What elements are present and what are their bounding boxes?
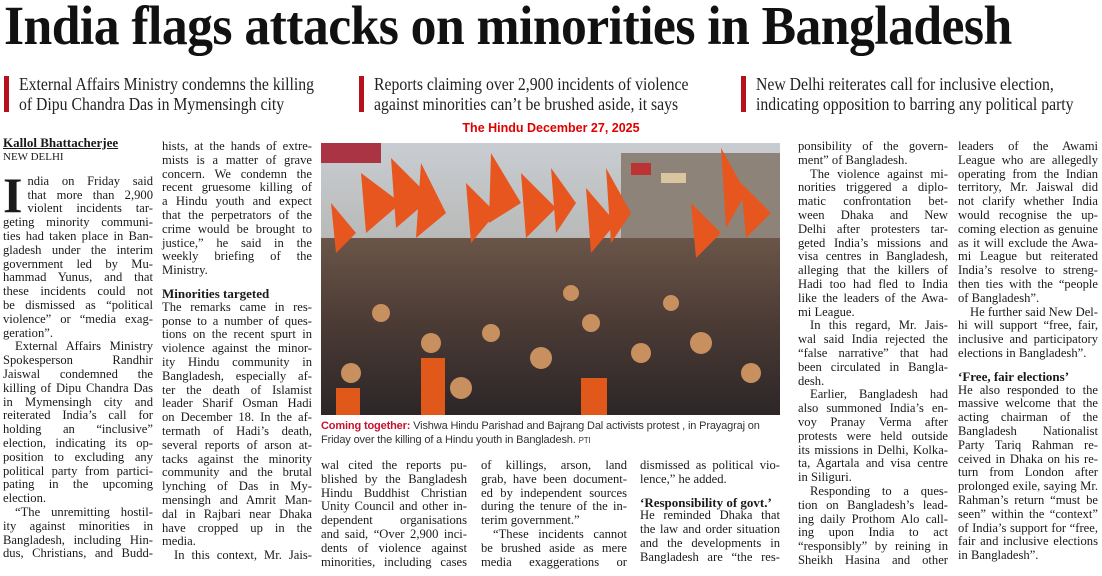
text-line: “The unremitting hostil- [15, 504, 153, 519]
protest-photo [321, 143, 780, 415]
text-line: External Affairs Ministry [15, 339, 153, 354]
text-line: geting minority communi- [3, 215, 153, 230]
text-line: these incidents could not [3, 284, 153, 299]
text-line: terim government.” [481, 513, 580, 528]
article-column-6 [798, 140, 948, 568]
text-line: Spokesperson Randhir [3, 353, 153, 368]
text-line: Responding to a ques- [810, 483, 948, 498]
subheading: ‘Free, fair elections’ [958, 368, 1070, 384]
caption-label: Coming together: [321, 420, 411, 432]
text-line: Hindu Buddhist Christian [321, 485, 467, 500]
text-line: wal cited the reports pu- [321, 458, 467, 472]
text-line: He further said New Del- [970, 304, 1098, 319]
text-line: like the leaders of the Awa- [798, 290, 948, 305]
deck-text: External Affairs Ministry condemns the killing of Dipu Chandra Das in Mymensingh city [19, 74, 314, 114]
text-line: hists, at the hands of extre- [162, 139, 312, 153]
text-line: wal said India rejected the [798, 332, 948, 347]
deck-3 [741, 74, 1102, 114]
text-line: not clarify whether India [958, 194, 1098, 209]
article-column-5 [640, 459, 780, 565]
text-line: India’s resolve to streng- [958, 263, 1098, 278]
article-column-4 [481, 459, 627, 569]
text-line: government led by Mu- [3, 256, 153, 271]
paragraph [958, 140, 1098, 306]
text-line: alleging that the killers of [798, 263, 948, 278]
paragraph [481, 528, 627, 569]
text-line: weekly briefing of the [162, 249, 312, 264]
text-line: termath of Hadi’s death, [162, 423, 312, 438]
text-line: seen” within the “context” [958, 506, 1098, 521]
text-line: of India’s support for “free, [958, 520, 1098, 535]
paragraph [3, 166, 153, 341]
deck-2 [359, 74, 723, 114]
text-line: visa centres in Bangladesh, [798, 249, 948, 264]
text-line: tions on the recent spurt in [162, 327, 312, 342]
text-line: Unity Council and other in- [321, 499, 467, 514]
paragraph [321, 459, 467, 569]
text-line: “false narrative” that had [798, 345, 948, 360]
text-line: matic confrontation bet- [798, 194, 948, 209]
text-line: voy Pranay Verma after [798, 414, 948, 429]
text-line: Bangladesh Nationalist [958, 423, 1098, 438]
deck-bar [4, 76, 9, 112]
text-line: massive welcome that the [958, 396, 1098, 411]
text-line: recent gruesome killing of [162, 180, 312, 195]
text-line: territory, Mr. Jaiswal did [958, 180, 1098, 195]
paragraph [3, 506, 153, 561]
paragraph [162, 549, 312, 563]
text-line: In this context, Mr. Jais- [174, 548, 312, 563]
deck-bar [359, 76, 364, 112]
text-line: norities triggered a diplo- [798, 180, 948, 195]
text-line: grab, have been document- [481, 471, 627, 486]
text-line: on December 18. In the af- [162, 410, 312, 425]
text-line: Delhi after protesters tar- [798, 221, 948, 236]
text-line: League who are allegedly [958, 152, 1098, 167]
text-line: ter the death of Islamist [162, 382, 312, 397]
text-line: Bangladesh are “the res- [640, 549, 780, 564]
text-line: In this regard, Mr. Jais- [810, 318, 948, 333]
text-line: media. [162, 534, 196, 549]
deck-text: Reports claiming over 2,900 incidents of violence against minorities can’t be brushed aside, it says [374, 74, 689, 114]
paragraph [798, 168, 948, 320]
text-line: leader Sharif Osman Hadi [162, 396, 312, 411]
text-line: Ministry. [162, 263, 208, 278]
text-line: dal in Rajbari near Dhaka [162, 506, 312, 521]
text-line: mensingh and Amrit Man- [162, 492, 312, 507]
text-line: acting chairman of the [958, 410, 1098, 425]
protest-photo-image [321, 143, 780, 415]
subheading: ‘Responsibility of govt.’ [640, 494, 772, 510]
text-line: ity Hindu community in [162, 354, 312, 369]
text-line: He also responded to the [958, 382, 1098, 397]
text-line: dus, Christians, and Budd- [3, 546, 153, 561]
paragraph [640, 459, 780, 487]
text-line: reiterated India’s call for [3, 408, 153, 423]
text-line: Rahman’s return “must be [958, 492, 1098, 507]
text-line: desh. [798, 373, 825, 388]
text-line: ndia on Friday said [27, 173, 153, 188]
caption-text: Vishwa Hindu Parishad and Bajrang Dal activists protest , in Prayagraj on Friday over the killing of a Hindu youth in Bangladesh. [321, 420, 760, 446]
text-line: ties had taken place in Ban- [3, 228, 153, 243]
text-line: mi League but reiterated [958, 249, 1098, 264]
photo-credit: PTI [578, 436, 591, 445]
text-line: fair and inclusive elections [958, 534, 1098, 549]
text-line: would recognise the up- [958, 207, 1098, 222]
text-line: holding an “inclusive” [3, 422, 153, 437]
text-line: He reminded Dhaka that [640, 508, 780, 523]
text-line: pating in the upcoming [3, 477, 153, 492]
text-line: hammad Yunus, and that [3, 270, 153, 285]
text-line: ponse to a number of ques- [162, 313, 312, 328]
text-line: several reports of arson at- [162, 437, 312, 452]
text-line: and the developments in [640, 535, 780, 550]
text-line: justice,” he said in the [162, 235, 312, 250]
text-line: Party Tariq Rahman re- [958, 437, 1098, 452]
text-line: concern. We condemn the [162, 166, 312, 181]
text-line: coming election as genuine [958, 221, 1098, 236]
text-line: mi League. [798, 304, 855, 319]
text-line: prolonged exile, saying Mr. [958, 479, 1098, 494]
text-line: media exaggerations or [481, 554, 627, 569]
text-line: ed by independent sources [481, 485, 627, 500]
text-line: also summoned India’s en- [798, 401, 948, 416]
paragraph [958, 306, 1098, 361]
text-line: position to excluding any [3, 449, 153, 464]
text-line: that more than 2,900 [27, 187, 153, 202]
text-line: Jaiswal condemned the [3, 366, 153, 381]
text-line: of Bangladesh”. [958, 290, 1040, 305]
dateline: The Hindu December 27, 2025 [462, 121, 640, 135]
text-line: Earlier, Bangladesh had [810, 387, 948, 402]
dateline-place: NEW DELHI [3, 150, 64, 163]
text-line: been circulated in Bangla- [798, 359, 948, 374]
text-line: mists is a matter of grave [162, 152, 312, 167]
text-line: ing daily Prothom Alo call- [798, 511, 948, 526]
text-line: geted India’s missions and [798, 235, 948, 250]
headline: India flags attacks on minorities in Bangladesh [4, 0, 1012, 56]
text-line: of killings, arson, land [481, 458, 627, 472]
text-line: violent incidents tar- [27, 201, 153, 216]
text-line: ween Dhaka and New [798, 207, 948, 222]
text-line: ta, Agartala and visa centre [798, 456, 948, 471]
text-line: tacks against the minority [162, 451, 312, 466]
text-line: elections in Bangladesh”. [958, 345, 1087, 360]
text-line: ponsibility of the govern- [798, 139, 948, 153]
text-line: lynching of Das in My- [162, 479, 312, 494]
drop-cap: I [3, 166, 23, 223]
text-line: geration”. [3, 325, 53, 340]
text-line: be brushed aside as mere [481, 540, 627, 555]
text-line: in Mymensingh city and [3, 394, 153, 409]
text-line: The remarks came in res- [162, 299, 312, 314]
text-line: violence” or “media exag- [3, 311, 153, 326]
text-line: dismissed as political vio- [640, 458, 780, 472]
paragraph [162, 140, 312, 278]
text-line: crime would be brought to [162, 221, 312, 236]
text-line: lence,” he added. [640, 471, 727, 486]
paragraph [640, 509, 780, 564]
text-line: Sheikh Hasina and other [798, 552, 948, 567]
text-line: turn from London after [958, 465, 1098, 480]
text-line: hi will support “free, fair, [958, 318, 1098, 333]
text-line: gladesh under the interim [3, 242, 153, 257]
text-line: dependent organisations [321, 513, 467, 528]
paragraph [798, 319, 948, 388]
text-line: election. [3, 491, 47, 506]
paragraph [798, 140, 948, 168]
text-line: that the perpetrators of the [162, 207, 312, 222]
text-line: The violence against mi- [810, 166, 948, 181]
text-line: its missions in Delhi, Kolka- [798, 442, 948, 457]
text-line: election, indicating its op- [3, 435, 153, 450]
text-line: minorities, including cases [321, 554, 467, 569]
text-line: dents of violence against [321, 540, 467, 555]
byline: Kallol Bhattacherjee [3, 135, 119, 150]
text-line: “These incidents cannot [493, 526, 627, 541]
text-line: operating from the Indian [958, 166, 1098, 181]
text-line: then ties with the “people [958, 276, 1098, 291]
text-line: tion on Bangladesh’s lead- [798, 497, 948, 512]
article-column-1 [3, 136, 153, 561]
text-line: Hadi too had fled to India [798, 276, 948, 291]
paragraph [798, 485, 948, 568]
text-line: Bangladesh, especially af- [162, 368, 312, 383]
text-line: ity against minorities in [3, 518, 153, 533]
paragraph [798, 388, 948, 485]
text-line: in Siliguri. [798, 470, 852, 485]
text-line: political party from partici- [3, 463, 153, 478]
text-line: inclusive and participatory [958, 332, 1098, 347]
paragraph [3, 340, 153, 506]
deck-bar [741, 76, 746, 112]
text-line: ceived in Dhaka on his re- [958, 451, 1098, 466]
text-line: Bangladesh, including Hin- [3, 532, 153, 547]
text-line: and said, “Over 2,900 inci- [321, 526, 467, 541]
paragraph [958, 384, 1098, 563]
text-line: during the tenure of the in- [481, 499, 627, 514]
text-line: violence against the minor- [162, 341, 312, 356]
paragraph [162, 301, 312, 549]
text-line: leaders of the Awami [958, 139, 1098, 153]
text-line: have cropped up in the [162, 520, 312, 535]
text-line: “responsibly” by reining in [798, 539, 948, 554]
text-line: killing of Dipu Chandra Das [3, 380, 153, 395]
text-line: in Bangladesh”. [958, 548, 1039, 563]
article-column-2 [162, 140, 312, 563]
deck-text: New Delhi reiterates call for inclusive election, indicating opposition to barring any political party [756, 74, 1074, 114]
article-column-7 [958, 140, 1098, 563]
text-line: the law and order situation [640, 522, 780, 537]
text-line: ment” of Bangladesh. [798, 152, 908, 167]
article-column-3 [321, 459, 467, 569]
text-line: as it will exclude the Awa- [958, 235, 1098, 250]
subheading: Minorities targeted [162, 285, 270, 301]
paragraph [481, 459, 627, 528]
text-line: ing upon India to act [798, 525, 948, 540]
text-line: blished by the Bangladesh [321, 471, 467, 486]
text-line: a Hindu youth and expect [162, 194, 312, 209]
text-line: community and the brutal [162, 465, 312, 480]
deck-1 [4, 74, 347, 114]
text-line: be dismissed as “political [3, 297, 153, 312]
text-line: protests were held outside [798, 428, 948, 443]
photo-caption [321, 419, 783, 448]
